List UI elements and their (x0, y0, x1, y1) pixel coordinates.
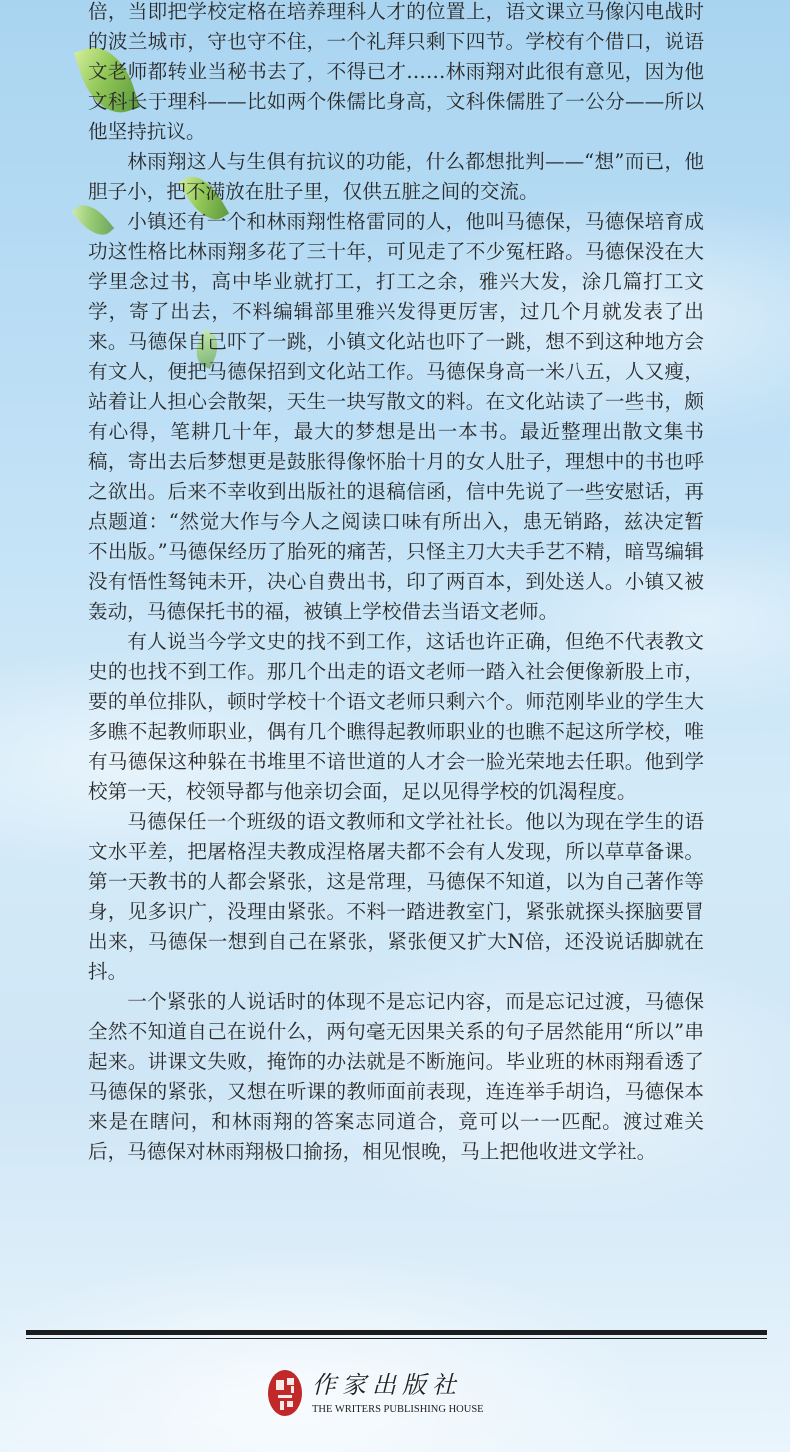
article-paragraph: 有人说当今学文史的找不到工作，这话也许正确，但绝不代表教文史的也找不到工作。那几个出走的语文老师一踏入社会便像新股上市，要的单位排队，顿时学校十个语文老师只剩六个。师范刚毕业的学生大多瞧不起教师职业，偶有几个瞧得起教师职业的也瞧不起这所学校，唯有马德保这种躲在书堆里不谙世道的人才会一脸光荣地去任职。他到学校第一天，校领导都与他亲切会面，足以见得学校的饥渴程度。 (88, 630, 704, 803)
article-paragraph: 马德保任一个班级的语文教师和文学社社长。他以为现在学生的语文水平差，把屠格涅夫教成涅格屠夫都不会有人发现，所以草草备课。第一天教书的人都会紧张，这是常理，马德保不知道，以为自己著作等身，见多识广，没理由紧张。不料一踏进教室门，紧张就探头探脑要冒出来，马德保一想到自己在紧张，紧张便又扩大N倍，还没说话脚就在抖。 (88, 810, 704, 983)
footer-divider-thin (26, 1338, 767, 1339)
publisher-name-english: THE WRITERS PUBLISHING HOUSE (312, 1404, 484, 1415)
publisher-name-chinese: 作家出版社 (312, 1371, 462, 1399)
article-paragraph: 林雨翔这人与生俱有抗议的功能，什么都想批判——“想”而已，他胆子小，把不满放在肚子里，仅供五脏之间的交流。 (88, 150, 704, 203)
publisher-logo (266, 1368, 496, 1424)
red-seal-icon (266, 1368, 304, 1418)
article-paragraph: 倍，当即把学校定格在培养理科人才的位置上，语文课立马像闪电战时的波兰城市，守也守不住，一个礼拜只剩下四节。学校有个借口，说语文老师都转业当秘书去了，不得已才……林雨翔对此很有意见，因为他文科长于理科——比如两个侏儒比身高，文科侏儒胜了一公分——所以他坚持抗议。 (88, 0, 704, 143)
article-paragraph: 一个紧张的人说话时的体现不是忘记内容，而是忘记过渡，马德保全然不知道自己在说什么，两句毫无因果关系的句子居然能用“所以”串起来。讲课文失败，掩饰的办法就是不断施问。毕业班的林雨翔看透了马德保的紧张，又想在听课的教师面前表现，连连举手胡诌，马德保本来是在瞎问，和林雨翔的答案志同道合，竟可以一一匹配。渡过难关后，马德保对林雨翔极口揄扬，相见恨晚，马上把他收进文学社。 (88, 990, 704, 1163)
footer-divider-thick (26, 1330, 767, 1335)
article-body (88, 0, 704, 1167)
article-paragraph: 小镇还有一个和林雨翔性格雷同的人，他叫马德保，马德保培育成功这性格比林雨翔多花了三十年，可见走了不少冤枉路。马德保没在大学里念过书，高中毕业就打工，打工之余，雅兴大发，涂几篇打工文学，寄了出去，不料编辑部里雅兴发得更厉害，过几个月就发表了出来。马德保自己吓了一跳，小镇文化站也吓了一跳，想不到这种地方会有文人，便把马德保招到文化站工作。马德保身高一米八五，人又瘦，站着让人担心会散架，天生一块写散文的料。在文化站读了一些书，颇有心得，笔耕几十年，最大的梦想是出一本书。最近整理出散文集书稿，寄出去后梦想更是鼓胀得像怀胎十月的女人肚子，理想中的书也呼之欲出。后来不幸收到出版社的退稿信函，信中先说了一些安慰话，再点题道：“然觉大作与今人之阅读口味有所出入，患无销路，兹决定暂不出版。”马德保经历了胎死的痛苦，只怪主刀大夫手艺不精，暗骂编辑没有悟性驽钝未开，决心自费出书，印了两百本，到处送人。小镇又被轰动，马德保托书的福，被镇上学校借去当语文老师。 (88, 210, 704, 623)
